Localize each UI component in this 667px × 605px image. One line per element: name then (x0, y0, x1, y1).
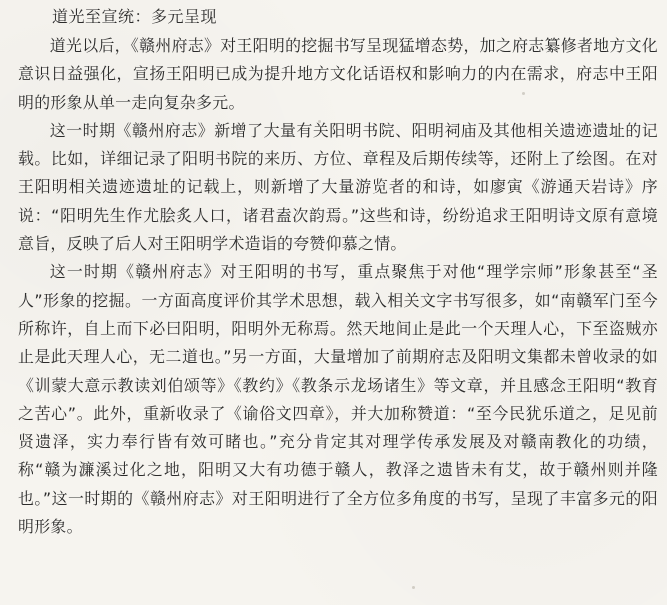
article-body (18, 32, 658, 541)
paragraph-1: 道光以后，《赣州府志》对王阳明的挖掘书写呈现猛增态势，加之府志纂修者地方文化意识日益强化，宣扬王阳明已成为提升地方文化话语权和影响力的内在需求，府志中王阳明的形象从单一走向复杂多元。 (18, 36, 658, 112)
paper-speck (412, 586, 415, 589)
paragraph-2: 这一时期《赣州府志》新增了大量有关阳明书院、阳明祠庙及其他相关遗迹遗址的记载。比如，详细记录了阳明书院的来历、方位、章程及后期传续等，还附上了绘图。在对王阳明相关遗迹遗址的记载上，则新增了大量游览者的和诗，如廖寅《游通天岩诗》序说：“阳明先生作尤脍炙人口，诸君盍次韵焉。”这些和诗，纷纷追求王阳明诗文原有意境意旨，反映了后人对王阳明学术造诣的夸赞仰慕之情。 (18, 120, 658, 254)
paragraph-3: 这一时期《赣州府志》对王阳明的书写，重点聚焦于对他“理学宗师”形象甚至“圣人”形象的挖掘。一方面高度评价其学术思想，载入相关文字书写很多，如“南赣军门至今所称许，自上而下必曰阳明，阳明外无称焉。然天地间止是此一个天理人心，下至盗贼亦止是此天理人心，无二道也。”另一方面，大量增加了前期府志及阳明文集都未曾收录的如《训蒙大意示教读刘伯颂等》《教约》《教条示龙场诸生》等文章，并且感念王阳明“教育之苦心”。此外，重新收录了《谕俗文四章》，并大加称赞道：“至今民犹乐道之，足见前贤遗泽，实力奉行皆有效可睹也。”充分肯定其对理学传承发展及对赣南教化的功绩，称“赣为濂溪过化之地，阳明又大有功德于赣人，教泽之遗皆未有艾，故于赣州则并隆也。”这一时期的《赣州府志》对王阳明进行了全方位多角度的书写，呈现了丰富多元的阳明形象。 (18, 262, 658, 537)
section-heading: 道光至宣统：多元呈现 (52, 7, 218, 26)
